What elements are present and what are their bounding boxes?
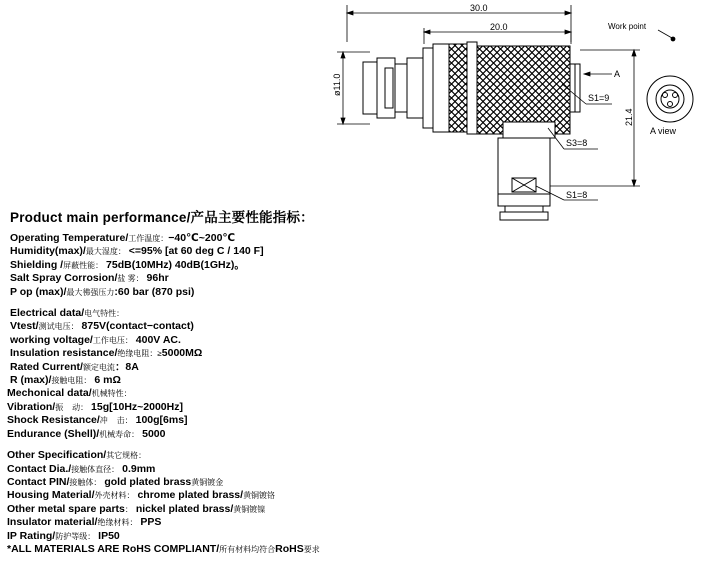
label-s1-bottom: S1=8	[566, 190, 588, 200]
spec-line: Salt Spray Corrosion/盐 雾： 96hr	[10, 272, 169, 285]
label-s3: S3=8	[566, 138, 588, 148]
spec-sheet	[7, 206, 700, 556]
section-heading: Mechonical data/机械特性：	[7, 387, 132, 400]
spec-line: Housing Material/外壳材料： chrome plated brass/黄铜镀铬	[7, 489, 276, 502]
spec-line: Operating Temperature/工作温度：−40℃~200℃	[10, 232, 236, 244]
spec-line: Contact Dia./接触体直径： 0.9mm	[7, 462, 156, 475]
label-s1-top: S1=9	[588, 93, 610, 103]
spec-line: *ALL MATERIALS ARE RoHS COMPLIANT/所有材料均符合RoHS要求	[7, 542, 320, 555]
label-a: A	[614, 69, 621, 79]
spec-line: Humidity(max)/最大湿度： <=95% [at 60 deg C / 140 F]	[10, 245, 264, 258]
spec-line: working voltage/工作电压： 400V AC.	[10, 333, 181, 346]
mechanical-section	[7, 387, 700, 441]
label-a-view: A view	[650, 126, 677, 136]
spec-line: IP Rating/防护等级： IP50	[7, 529, 120, 542]
connector-drawing	[0, 0, 708, 225]
spec-line: Insulation resistance/绝缘电阻：≥5000MΩ	[10, 347, 203, 360]
spec-line: Insulator material/绝缘材料： PPS	[7, 516, 162, 529]
section-heading: Electrical data/电气特性：	[10, 307, 125, 320]
other-section	[7, 449, 700, 556]
dim-inner: 20.0	[490, 22, 508, 32]
electrical-section	[10, 307, 700, 387]
performance-section	[10, 232, 700, 299]
dim-diameter: ø11.0	[332, 73, 342, 96]
section-heading: Other Specification/其它规格：	[7, 449, 147, 462]
spec-line: R (max)/接触电阻： 6 mΩ	[10, 374, 121, 387]
spec-title: Product main performance/产品主要性能指标：	[10, 210, 314, 225]
spec-line: P op (max)/最大彿强压力:60 bar (870 psi)	[10, 285, 195, 298]
dim-total: 30.0	[470, 3, 488, 13]
dim-height: 21.4	[624, 108, 634, 126]
spec-line: Rated Current/额定电流：8A	[10, 360, 139, 373]
spec-line: Shielding /屏蔽性能： 75dB(10MHz) 40dB(1GHz)。	[10, 258, 245, 271]
spec-line: Endurance (Shell)/机械寿命： 5000	[7, 427, 166, 440]
spec-line: Contact PIN/接触体： gold plated brass黄铜镀金	[7, 475, 224, 488]
label-work-point: Work point	[608, 22, 647, 31]
spec-line: Other metal spare parts： nickel plated brass/黄铜镀镍	[7, 502, 266, 515]
spec-line: Shock Resistance/冲 击： 100g[6ms]	[7, 414, 188, 427]
spec-line: Vibration/振 动： 15g[10Hz~2000Hz]	[7, 400, 183, 413]
spec-line: Vtest/测试电压： 875V(contact−contact)	[10, 320, 194, 333]
